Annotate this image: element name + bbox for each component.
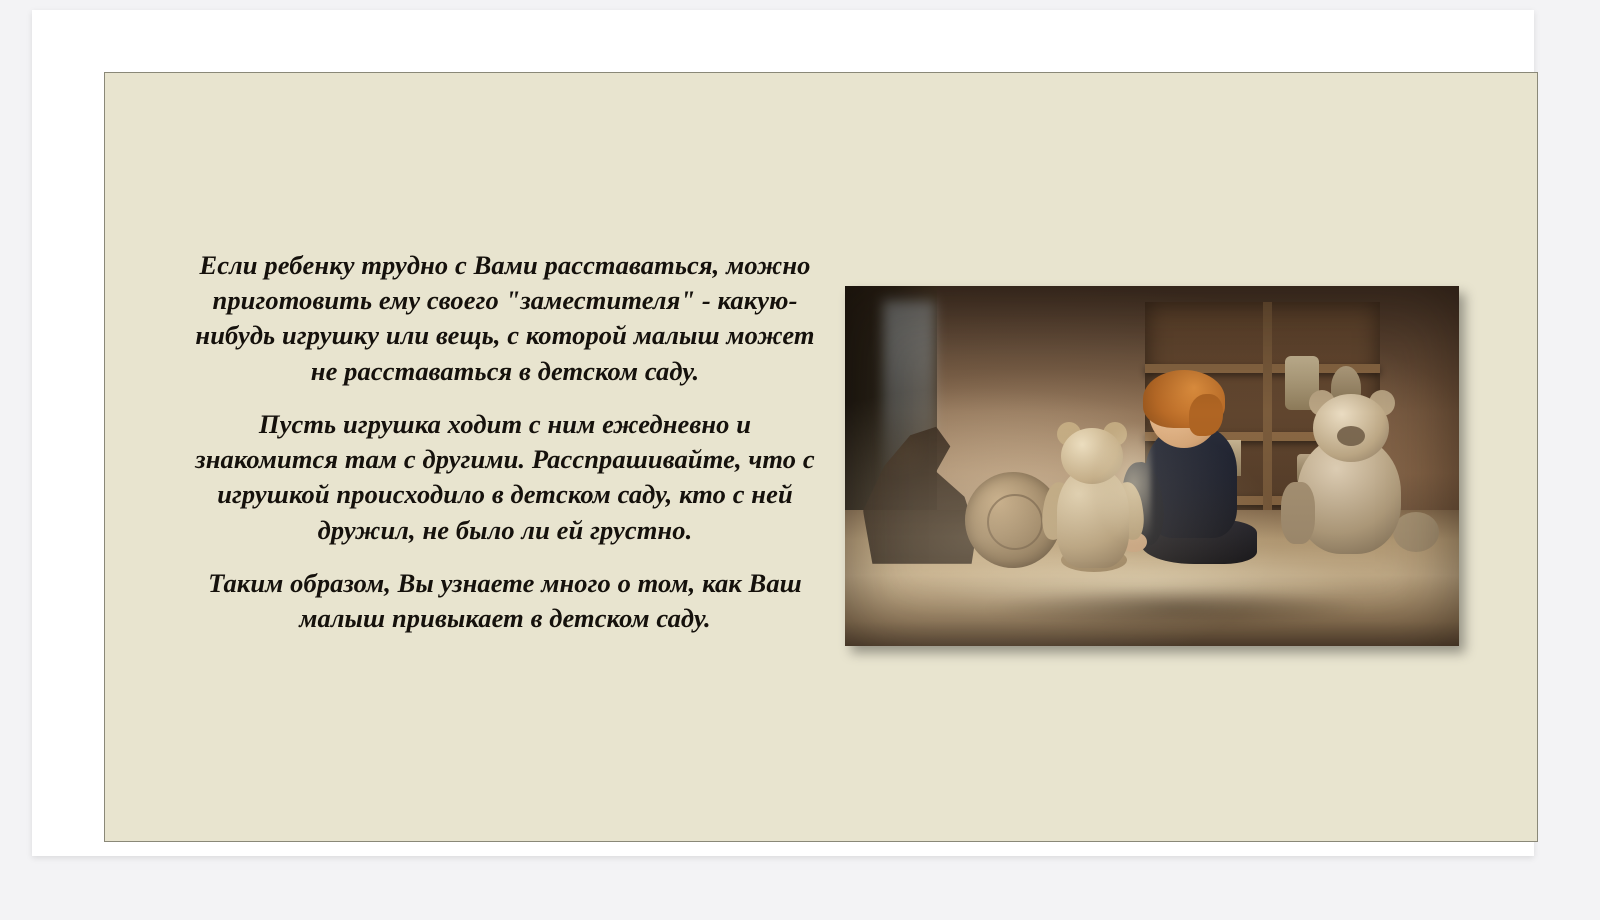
photo-boy-with-teddy-bear xyxy=(845,286,1459,646)
paragraph-3: Таким образом, Вы узнаете много о том, как Ваш малыш привыкает в детском саду. xyxy=(208,567,802,634)
paragraph-2: Пусть игрушка ходит с ним ежедневно и знакомится там с другими. Расспрашивайте, что с игрушкой происходило в детском саду, кто с ней дружил, не было ли ей грустно. xyxy=(195,408,815,545)
paragraph-1: Если ребенку трудно с Вами расставаться, можно приготовить ему своего "заместителя" - какую-нибудь игрушку или вещь, с которой малыш может не расставаться в детском саду. xyxy=(195,250,815,386)
photo-frame xyxy=(845,286,1459,646)
slide-canvas xyxy=(104,72,1538,842)
photo-vignette xyxy=(845,286,1459,646)
slide-sheet xyxy=(32,10,1534,856)
slide-text-block xyxy=(195,248,815,636)
